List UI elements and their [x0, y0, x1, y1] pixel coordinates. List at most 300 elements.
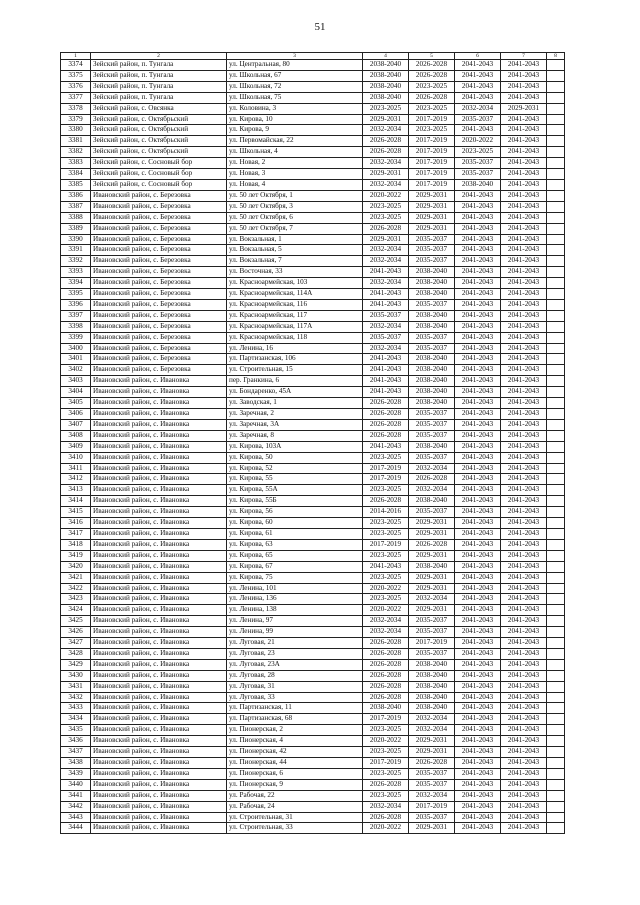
address-cell: ул. Коловина, 3 [227, 103, 363, 114]
address-cell: ул. 50 лет Октября, 3 [227, 201, 363, 212]
period-col5-cell: 2029-2031 [409, 823, 455, 834]
table-row [61, 703, 565, 714]
period-col5-cell: 2029-2031 [409, 550, 455, 561]
period-col4-cell: 2038-2040 [363, 703, 409, 714]
district-cell: Ивановский район, с. Березовка [91, 365, 227, 376]
period-col7-cell: 2041-2043 [501, 169, 547, 180]
district-cell: Ивановский район, с. Ивановка [91, 768, 227, 779]
row-number-cell: 3413 [61, 485, 91, 496]
note-cell [547, 81, 565, 92]
note-cell [547, 779, 565, 790]
table-row [61, 801, 565, 812]
period-col4-cell: 2041-2043 [363, 354, 409, 365]
period-col6-cell: 2041-2043 [455, 92, 501, 103]
address-cell: ул. Ленина, 136 [227, 594, 363, 605]
district-cell: Ивановский район, с. Березовка [91, 332, 227, 343]
district-cell: Ивановский район, с. Березовка [91, 299, 227, 310]
district-cell: Ивановский район, с. Ивановка [91, 681, 227, 692]
period-col7-cell: 2041-2043 [501, 245, 547, 256]
table-row [61, 169, 565, 180]
period-col4-cell: 2032-2034 [363, 125, 409, 136]
period-col6-cell: 2041-2043 [455, 507, 501, 518]
table-row [61, 310, 565, 321]
period-col7-cell: 2041-2043 [501, 223, 547, 234]
period-col6-cell: 2041-2043 [455, 212, 501, 223]
note-cell [547, 398, 565, 409]
period-col7-cell: 2041-2043 [501, 561, 547, 572]
district-cell: Ивановский район, с. Березовка [91, 245, 227, 256]
period-col6-cell: 2041-2043 [455, 768, 501, 779]
period-col5-cell: 2017-2019 [409, 147, 455, 158]
district-cell: Ивановский район, с. Ивановка [91, 812, 227, 823]
note-cell [547, 321, 565, 332]
address-cell: ул. Кирова, 55Б [227, 496, 363, 507]
period-col5-cell: 2029-2031 [409, 736, 455, 747]
period-col7-cell: 2041-2043 [501, 81, 547, 92]
row-number-cell: 3418 [61, 539, 91, 550]
period-col7-cell: 2041-2043 [501, 550, 547, 561]
note-cell [547, 463, 565, 474]
address-cell: ул. Кирова, 10 [227, 114, 363, 125]
address-cell: пер. Гранкина, 6 [227, 376, 363, 387]
district-cell: Зейский район, с. Сосновый бор [91, 158, 227, 169]
note-cell [547, 747, 565, 758]
period-col6-cell: 2041-2043 [455, 398, 501, 409]
period-col4-cell: 2026-2028 [363, 409, 409, 420]
period-col4-cell: 2026-2028 [363, 496, 409, 507]
address-cell: ул. Кирова, 50 [227, 452, 363, 463]
period-col7-cell: 2041-2043 [501, 539, 547, 550]
row-number-cell: 3424 [61, 605, 91, 616]
period-col4-cell: 2020-2022 [363, 736, 409, 747]
note-cell [547, 714, 565, 725]
period-col6-cell: 2041-2043 [455, 736, 501, 747]
period-col6-cell: 2041-2043 [455, 779, 501, 790]
period-col5-cell: 2026-2028 [409, 70, 455, 81]
period-col7-cell: 2041-2043 [501, 332, 547, 343]
period-col7-cell: 2041-2043 [501, 605, 547, 616]
period-col5-cell: 2035-2037 [409, 419, 455, 430]
period-col5-cell: 2026-2028 [409, 92, 455, 103]
table-row [61, 627, 565, 638]
period-col4-cell: 2041-2043 [363, 365, 409, 376]
table-row [61, 376, 565, 387]
row-number-cell: 3379 [61, 114, 91, 125]
table-row [61, 441, 565, 452]
period-col4-cell: 2032-2034 [363, 256, 409, 267]
row-number-cell: 3444 [61, 823, 91, 834]
note-cell [547, 278, 565, 289]
row-number-cell: 3416 [61, 518, 91, 529]
note-cell [547, 365, 565, 376]
note-cell [547, 758, 565, 769]
note-cell [547, 692, 565, 703]
period-col7-cell: 2041-2043 [501, 714, 547, 725]
table-row [61, 223, 565, 234]
period-col7-cell: 2041-2043 [501, 627, 547, 638]
district-cell: Зейский район, п. Тунгала [91, 81, 227, 92]
row-number-cell: 3427 [61, 638, 91, 649]
row-number-cell: 3386 [61, 190, 91, 201]
table-row [61, 256, 565, 267]
period-col4-cell: 2023-2025 [363, 572, 409, 583]
note-cell [547, 136, 565, 147]
note-cell [547, 485, 565, 496]
row-number-cell: 3387 [61, 201, 91, 212]
period-col5-cell: 2035-2037 [409, 299, 455, 310]
district-cell: Ивановский район, с. Березовка [91, 310, 227, 321]
period-col4-cell: 2023-2025 [363, 747, 409, 758]
period-col7-cell: 2041-2043 [501, 594, 547, 605]
row-number-cell: 3382 [61, 147, 91, 158]
address-cell: ул. Кирова, 55А [227, 485, 363, 496]
address-cell: ул. Кирова, 75 [227, 572, 363, 583]
period-col7-cell: 2041-2043 [501, 638, 547, 649]
period-col6-cell: 2041-2043 [455, 747, 501, 758]
district-cell: Зейский район, с. Октябрьский [91, 114, 227, 125]
period-col7-cell: 2041-2043 [501, 768, 547, 779]
period-col6-cell: 2041-2043 [455, 627, 501, 638]
period-col4-cell: 2041-2043 [363, 387, 409, 398]
period-col6-cell: 2023-2025 [455, 147, 501, 158]
address-cell: ул. Красноармейская, 103 [227, 278, 363, 289]
period-col5-cell: 2038-2040 [409, 659, 455, 670]
note-cell [547, 70, 565, 81]
period-col4-cell: 2023-2025 [363, 725, 409, 736]
period-col4-cell: 2032-2034 [363, 321, 409, 332]
period-col7-cell: 2041-2043 [501, 485, 547, 496]
period-col6-cell: 2041-2043 [455, 256, 501, 267]
row-number-cell: 3406 [61, 409, 91, 420]
period-col4-cell: 2023-2025 [363, 212, 409, 223]
address-cell: ул. 50 лет Октября, 6 [227, 212, 363, 223]
period-col4-cell: 2041-2043 [363, 441, 409, 452]
note-cell [547, 125, 565, 136]
address-cell: ул. Луговая, 28 [227, 670, 363, 681]
period-col7-cell: 2041-2043 [501, 736, 547, 747]
period-col7-cell: 2041-2043 [501, 376, 547, 387]
period-col5-cell: 2017-2019 [409, 136, 455, 147]
note-cell [547, 823, 565, 834]
district-cell: Зейский район, с. Октябрьский [91, 147, 227, 158]
district-cell: Ивановский район, с. Ивановка [91, 452, 227, 463]
period-col6-cell: 2041-2043 [455, 289, 501, 300]
period-col4-cell: 2020-2022 [363, 583, 409, 594]
district-cell: Ивановский район, с. Ивановка [91, 627, 227, 638]
table-row [61, 398, 565, 409]
district-cell: Ивановский район, с. Ивановка [91, 594, 227, 605]
period-col5-cell: 2032-2034 [409, 790, 455, 801]
period-col5-cell: 2023-2025 [409, 125, 455, 136]
address-cell: ул. Бондаренко, 45А [227, 387, 363, 398]
table-row [61, 60, 565, 71]
period-col7-cell: 2041-2043 [501, 278, 547, 289]
district-cell: Ивановский район, с. Ивановка [91, 561, 227, 572]
table-row [61, 659, 565, 670]
row-number-cell: 3425 [61, 616, 91, 627]
period-col6-cell: 2020-2022 [455, 136, 501, 147]
row-number-cell: 3378 [61, 103, 91, 114]
row-number-cell: 3421 [61, 572, 91, 583]
period-col4-cell: 2026-2028 [363, 430, 409, 441]
note-cell [547, 245, 565, 256]
address-cell: ул. Партизанская, 11 [227, 703, 363, 714]
address-cell: ул. Красноармейская, 117 [227, 310, 363, 321]
table-row [61, 92, 565, 103]
district-cell: Ивановский район, с. Ивановка [91, 801, 227, 812]
row-number-cell: 3410 [61, 452, 91, 463]
period-col6-cell: 2041-2043 [455, 725, 501, 736]
period-col5-cell: 2038-2040 [409, 310, 455, 321]
period-col6-cell: 2041-2043 [455, 354, 501, 365]
period-col7-cell: 2041-2043 [501, 409, 547, 420]
period-col4-cell: 2026-2028 [363, 812, 409, 823]
period-col7-cell: 2041-2043 [501, 648, 547, 659]
address-cell: ул. Ленина, 101 [227, 583, 363, 594]
address-cell: ул. Центральная, 80 [227, 60, 363, 71]
period-col4-cell: 2017-2019 [363, 474, 409, 485]
period-col7-cell: 2041-2043 [501, 70, 547, 81]
note-cell [547, 234, 565, 245]
table-row [61, 158, 565, 169]
district-cell: Ивановский район, с. Ивановка [91, 583, 227, 594]
period-col4-cell: 2026-2028 [363, 419, 409, 430]
period-col4-cell: 2038-2040 [363, 81, 409, 92]
address-cell: ул. Луговая, 23А [227, 659, 363, 670]
period-col7-cell: 2041-2043 [501, 430, 547, 441]
period-col7-cell: 2041-2043 [501, 289, 547, 300]
table-row [61, 201, 565, 212]
period-col5-cell: 2029-2031 [409, 605, 455, 616]
district-cell: Ивановский район, с. Ивановка [91, 376, 227, 387]
district-cell: Ивановский район, с. Березовка [91, 267, 227, 278]
address-cell: ул. Кирова, 65 [227, 550, 363, 561]
period-col7-cell: 2041-2043 [501, 812, 547, 823]
address-cell: ул. Рабочая, 24 [227, 801, 363, 812]
period-col7-cell: 2041-2043 [501, 398, 547, 409]
row-number-cell: 3426 [61, 627, 91, 638]
period-col4-cell: 2026-2028 [363, 681, 409, 692]
period-col7-cell: 2041-2043 [501, 201, 547, 212]
period-col5-cell: 2038-2040 [409, 321, 455, 332]
period-col5-cell: 2038-2040 [409, 354, 455, 365]
row-number-cell: 3430 [61, 670, 91, 681]
period-col6-cell: 2041-2043 [455, 790, 501, 801]
period-col4-cell: 2026-2028 [363, 147, 409, 158]
row-number-cell: 3384 [61, 169, 91, 180]
column-number: 7 [501, 53, 547, 60]
note-cell [547, 343, 565, 354]
row-number-cell: 3400 [61, 343, 91, 354]
period-col5-cell: 2035-2037 [409, 234, 455, 245]
address-cell: ул. Новая, 2 [227, 158, 363, 169]
district-cell: Ивановский район, с. Березовка [91, 354, 227, 365]
district-cell: Ивановский район, с. Березовка [91, 343, 227, 354]
period-col7-cell: 2041-2043 [501, 703, 547, 714]
table-row [61, 605, 565, 616]
period-col5-cell: 2038-2040 [409, 692, 455, 703]
period-col7-cell: 2041-2043 [501, 681, 547, 692]
row-number-cell: 3412 [61, 474, 91, 485]
table-row [61, 485, 565, 496]
row-number-cell: 3411 [61, 463, 91, 474]
address-cell: ул. Рабочая, 22 [227, 790, 363, 801]
district-cell: Ивановский район, с. Ивановка [91, 703, 227, 714]
period-col7-cell: 2041-2043 [501, 114, 547, 125]
district-cell: Ивановский район, с. Ивановка [91, 747, 227, 758]
period-col6-cell: 2041-2043 [455, 648, 501, 659]
row-number-cell: 3419 [61, 550, 91, 561]
note-cell [547, 299, 565, 310]
period-col4-cell: 2032-2034 [363, 627, 409, 638]
period-col5-cell: 2038-2040 [409, 496, 455, 507]
period-col5-cell: 2023-2025 [409, 81, 455, 92]
period-col5-cell: 2029-2031 [409, 747, 455, 758]
period-col7-cell: 2041-2043 [501, 256, 547, 267]
period-col4-cell: 2026-2028 [363, 659, 409, 670]
note-cell [547, 474, 565, 485]
table-row [61, 463, 565, 474]
note-cell [547, 648, 565, 659]
period-col6-cell: 2041-2043 [455, 681, 501, 692]
district-cell: Ивановский район, с. Ивановка [91, 485, 227, 496]
note-cell [547, 518, 565, 529]
note-cell [547, 256, 565, 267]
table-row [61, 103, 565, 114]
address-cell: ул. Красноармейская, 116 [227, 299, 363, 310]
row-number-cell: 3422 [61, 583, 91, 594]
district-cell: Ивановский район, с. Ивановка [91, 441, 227, 452]
period-col4-cell: 2023-2025 [363, 528, 409, 539]
district-cell: Ивановский район, с. Березовка [91, 321, 227, 332]
note-cell [547, 801, 565, 812]
period-col7-cell: 2041-2043 [501, 801, 547, 812]
address-cell: ул. Луговая, 31 [227, 681, 363, 692]
table-row [61, 725, 565, 736]
address-cell: ул. Кирова, 103А [227, 441, 363, 452]
note-cell [547, 496, 565, 507]
table-row [61, 528, 565, 539]
period-col5-cell: 2035-2037 [409, 616, 455, 627]
period-col4-cell: 2026-2028 [363, 136, 409, 147]
row-number-cell: 3428 [61, 648, 91, 659]
page-number: 51 [314, 21, 326, 33]
note-cell [547, 790, 565, 801]
period-col6-cell: 2041-2043 [455, 518, 501, 529]
column-number: 8 [547, 53, 565, 60]
period-col5-cell: 2035-2037 [409, 245, 455, 256]
note-cell [547, 376, 565, 387]
period-col5-cell: 2029-2031 [409, 518, 455, 529]
row-number-cell: 3414 [61, 496, 91, 507]
address-cell: ул. Школьная, 72 [227, 81, 363, 92]
table-row [61, 267, 565, 278]
period-col6-cell: 2041-2043 [455, 594, 501, 605]
table-row [61, 583, 565, 594]
period-col5-cell: 2026-2028 [409, 539, 455, 550]
period-col6-cell: 2041-2043 [455, 376, 501, 387]
district-cell: Ивановский район, с. Ивановка [91, 430, 227, 441]
period-col7-cell: 2041-2043 [501, 583, 547, 594]
row-number-cell: 3415 [61, 507, 91, 518]
period-col6-cell: 2041-2043 [455, 419, 501, 430]
period-col4-cell: 2023-2025 [363, 201, 409, 212]
housing-register-table [60, 52, 565, 834]
period-col4-cell: 2032-2034 [363, 801, 409, 812]
table-row [61, 332, 565, 343]
row-number-cell: 3388 [61, 212, 91, 223]
row-number-cell: 3377 [61, 92, 91, 103]
district-cell: Ивановский район, с. Ивановка [91, 638, 227, 649]
period-col7-cell: 2041-2043 [501, 507, 547, 518]
period-col5-cell: 2017-2019 [409, 114, 455, 125]
address-cell: ул. Восточная, 33 [227, 267, 363, 278]
district-cell: Ивановский район, с. Березовка [91, 223, 227, 234]
district-cell: Ивановский район, с. Березовка [91, 256, 227, 267]
period-col7-cell: 2041-2043 [501, 692, 547, 703]
row-number-cell: 3438 [61, 758, 91, 769]
district-cell: Ивановский район, с. Ивановка [91, 518, 227, 529]
period-col6-cell: 2041-2043 [455, 474, 501, 485]
column-number: 6 [455, 53, 501, 60]
address-cell: ул. Партизанская, 68 [227, 714, 363, 725]
period-col4-cell: 2020-2022 [363, 823, 409, 834]
address-cell: ул. Красноармейская, 114А [227, 289, 363, 300]
note-cell [547, 441, 565, 452]
period-col4-cell: 2026-2028 [363, 779, 409, 790]
table-row [61, 747, 565, 758]
period-col6-cell: 2041-2043 [455, 714, 501, 725]
district-cell: Ивановский район, с. Ивановка [91, 725, 227, 736]
period-col4-cell: 2014-2016 [363, 507, 409, 518]
period-col6-cell: 2041-2043 [455, 387, 501, 398]
period-col6-cell: 2041-2043 [455, 267, 501, 278]
period-col6-cell: 2041-2043 [455, 441, 501, 452]
period-col5-cell: 2038-2040 [409, 278, 455, 289]
period-col7-cell: 2041-2043 [501, 310, 547, 321]
district-cell: Ивановский район, с. Ивановка [91, 823, 227, 834]
period-col4-cell: 2041-2043 [363, 299, 409, 310]
period-col7-cell: 2041-2043 [501, 518, 547, 529]
address-cell: ул. Ленина, 97 [227, 616, 363, 627]
period-col7-cell: 2041-2043 [501, 387, 547, 398]
period-col6-cell: 2041-2043 [455, 801, 501, 812]
table-row [61, 190, 565, 201]
period-col4-cell: 2032-2034 [363, 158, 409, 169]
period-col6-cell: 2041-2043 [455, 659, 501, 670]
note-cell [547, 452, 565, 463]
period-col4-cell: 2035-2037 [363, 310, 409, 321]
period-col7-cell: 2041-2043 [501, 790, 547, 801]
period-col7-cell: 2041-2043 [501, 60, 547, 71]
row-number-cell: 3395 [61, 289, 91, 300]
period-col6-cell: 2041-2043 [455, 528, 501, 539]
row-number-cell: 3392 [61, 256, 91, 267]
period-col6-cell: 2041-2043 [455, 70, 501, 81]
period-col7-cell: 2041-2043 [501, 670, 547, 681]
note-cell [547, 419, 565, 430]
period-col6-cell: 2041-2043 [455, 332, 501, 343]
address-cell: ул. Заводская, 1 [227, 398, 363, 409]
period-col7-cell: 2041-2043 [501, 179, 547, 190]
period-col6-cell: 2041-2043 [455, 452, 501, 463]
note-cell [547, 725, 565, 736]
table-row [61, 572, 565, 583]
period-col4-cell: 2026-2028 [363, 638, 409, 649]
note-cell [547, 638, 565, 649]
row-number-cell: 3391 [61, 245, 91, 256]
period-col7-cell: 2041-2043 [501, 234, 547, 245]
